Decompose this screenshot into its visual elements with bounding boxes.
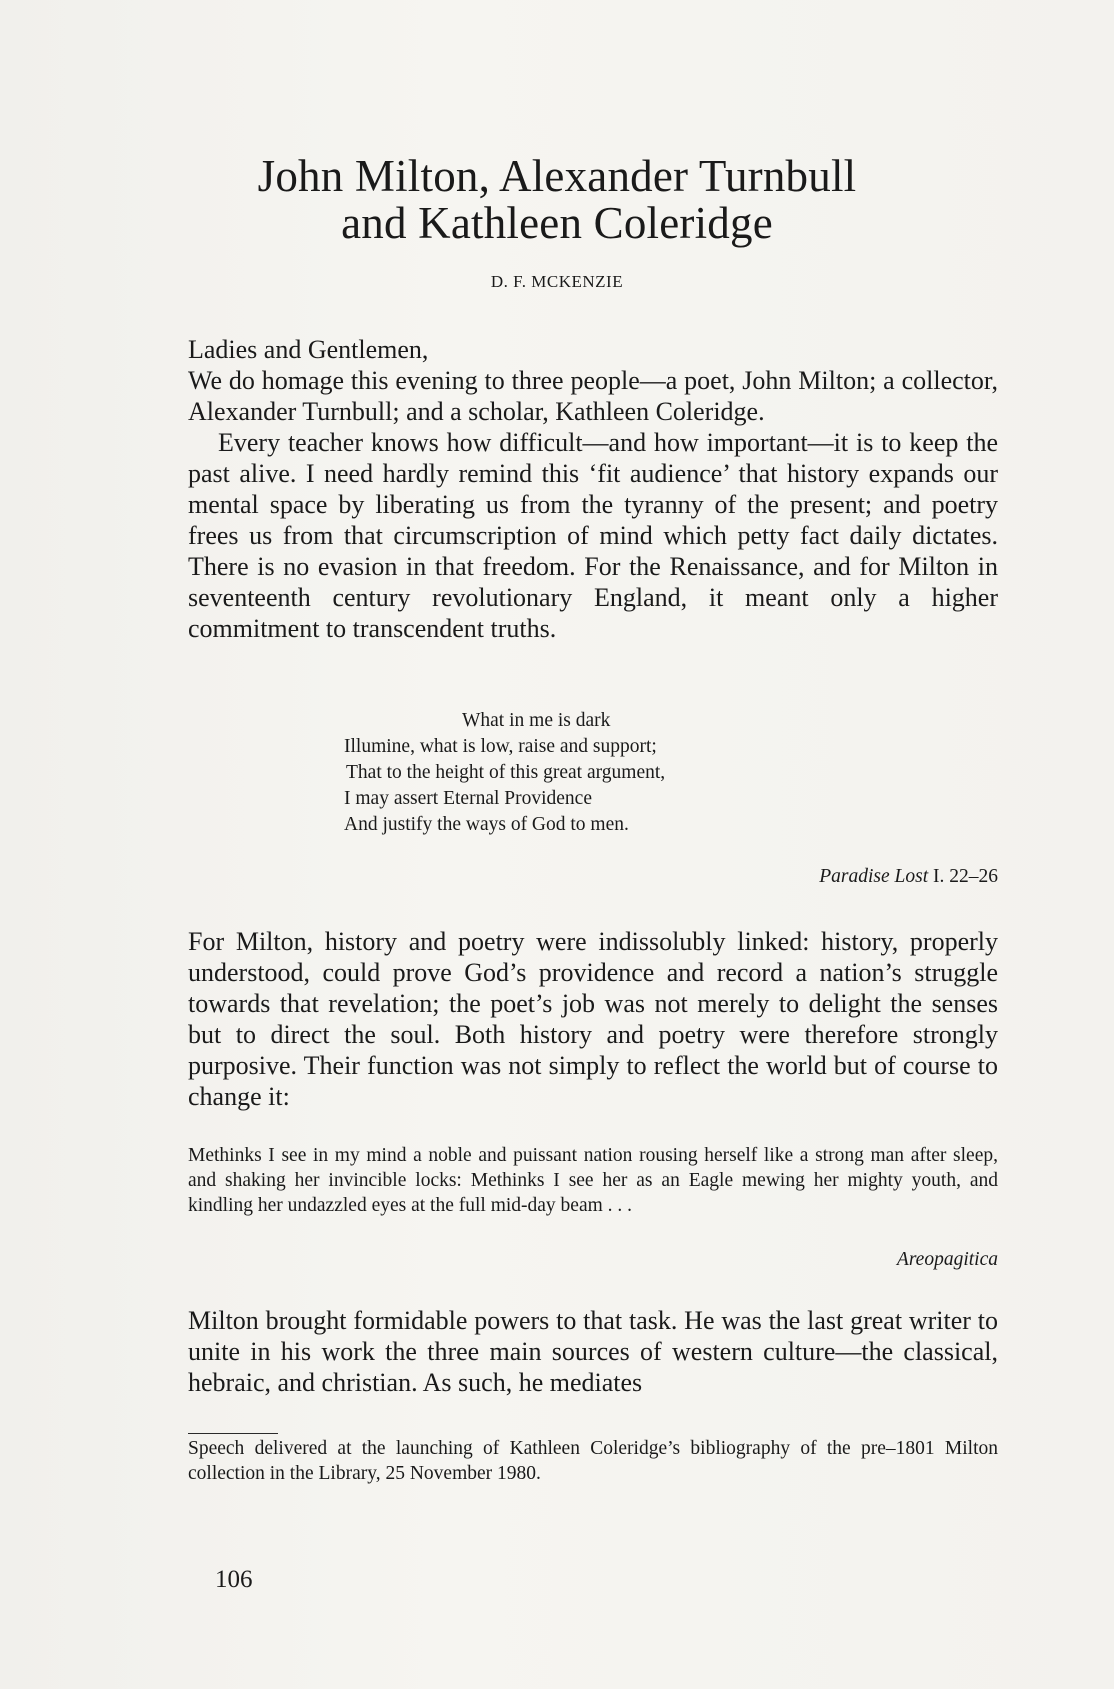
verse-line: And justify the ways of God to men. — [344, 814, 629, 835]
article-title — [0, 153, 1114, 247]
salutation: Ladies and Gentlemen, — [188, 335, 429, 364]
prose-citation — [897, 1249, 998, 1271]
paragraph-4: Milton brought formidable powers to that task. He was the last great writer to unite in his work the three main sources of western culture—the classical, hebraic, and christian. As such, he mediates — [188, 1306, 998, 1397]
page-number: 106 — [215, 1566, 253, 1593]
prose-quote: Methinks I see in my mind a noble and puissant nation rousing herself like a strong man after sleep, and shaking her invincible locks: Methinks I see her as an Eagle mewing her mighty youth, and kindling her undazzled eyes at the full mid-day beam . . . — [188, 1145, 998, 1216]
verse-line: Illumine, what is low, raise and support; — [344, 736, 657, 757]
verse-line: I may assert Eternal Providence — [344, 788, 592, 809]
footnote-rule — [188, 1433, 278, 1434]
title-line-1: John Milton, Alexander Turnbull — [257, 151, 857, 201]
body-section-3 — [188, 1305, 998, 1398]
citation-work-title: Paradise Lost — [819, 866, 929, 887]
verse-citation — [819, 866, 998, 888]
paragraph-1: We do homage this evening to three people—a poet, John Milton; a collector, Alexander Turnbull; and a scholar, Kathleen Coleridge. — [188, 366, 998, 426]
citation-reference: I. 22–26 — [933, 866, 998, 887]
citation-work-title: Areopagitica — [896, 1249, 998, 1270]
title-line-2: and Kathleen Coleridge — [341, 198, 773, 248]
paragraph-2: Every teacher knows how difficult—and how important—it is to keep the past alive. I need hardly remind this ‘fit audience’ that history expands our mental space by liberating us from the tyranny of the present; and poetry frees us from that circumscription of mind which petty fact daily dictates. There is no evasion in that freedom. For the Renaissance, and for Milton in seventeenth century revolutionary England, it meant only a higher commitment to transcendent truths. — [188, 428, 998, 643]
body-section-1 — [188, 334, 998, 644]
verse-line: What in me is dark — [462, 710, 611, 731]
body-section-2 — [188, 926, 998, 1112]
paragraph-3: For Milton, history and poetry were indissolubly linked: history, properly understood, could prove God’s providence and record a nation’s struggle towards that revelation; the poet’s job was not merely to delight the senses but to direct the soul. Both history and poetry were therefore strongly purposive. Their function was not simply to reflect the world but of course to change it: — [188, 927, 998, 1111]
verse-line: That to the height of this great argument, — [346, 762, 666, 783]
footnote: Speech delivered at the launching of Kathleen Coleridge’s bibliography of the pre–1801 Milton collection in the Library, 25 November 1980. — [188, 1438, 998, 1484]
author-byline: D. F. MCKENZIE — [490, 272, 624, 291]
verse-quote — [340, 708, 665, 838]
